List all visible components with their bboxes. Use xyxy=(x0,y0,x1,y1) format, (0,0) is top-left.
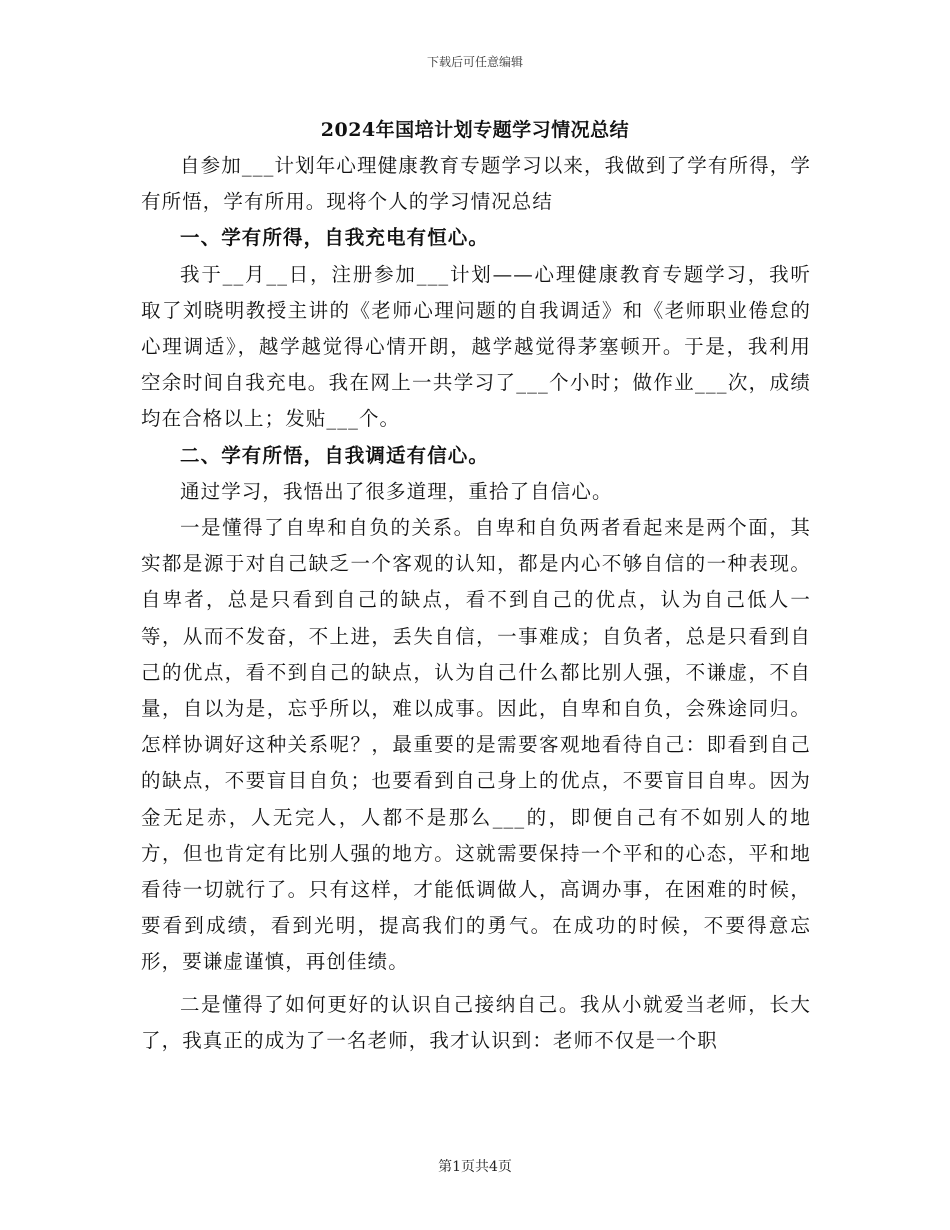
page-header-note: 下载后可任意编辑 xyxy=(426,55,523,69)
section-2-point-1-paragraph: 一是懂得了自卑和自负的关系。自卑和自负两者看起来是两个面，其实都是源于对自己缺乏一个客观的认知，都是内心不够自信的一种表现。自卑者，总是只看到自己的缺点，看不到自己的优点，认为自己低人一等，从而不发奋，不上进，丢失自信，一事难成；自负者，总是只看到自己的优点，看不到自己的缺点，认为自己什么都比别人强，不谦虚，不自量，自以为是，忘乎所以，难以成事。因此，自卑和自负，会殊途同归。怎样协调好这种关系呢？，最重要的是需要客观地看待自己：即看到自己的缺点，不要盲目自负；也要看到自己身上的优点，不要盲目自卑。因为金无足赤，人无完人，人都不是那么___的，即便自己有不如别人的地方，但也肯定有比别人强的地方。这就需要保持一个平和的心态，平和地看待一切就行了。只有这样，才能低调做人，高调办事，在困难的时候，要看到成绩，看到光明，提高我们的勇气。在成功的时候，不要得意忘形，要谦虚谨慎，再创佳绩。 xyxy=(141,516,811,974)
section-heading-2: 二、学有所悟，自我调适有信心。 xyxy=(180,443,490,467)
document-body xyxy=(141,148,811,1059)
document-title: 2024年国培计划专题学习情况总结 xyxy=(320,119,630,141)
section-heading-1: 一、学有所得，自我充电有恒心。 xyxy=(180,226,490,250)
section-2-point-2-paragraph: 二是懂得了如何更好的认识自己接纳自己。我从小就爱当老师，长大了，我真正的成为了一名老师，我才认识到：老师不仅是一个职 xyxy=(141,992,811,1052)
intro-paragraph: 自参加___计划年心理健康教育专题学习以来，我做到了学有所得，学有所悟，学有所用。现将个人的学习情况总结 xyxy=(141,154,811,214)
page-number-footer: 第1页共4页 xyxy=(438,1159,512,1175)
section-2-intro-paragraph: 通过学习，我悟出了很多道理，重拾了自信心。 xyxy=(180,479,613,503)
section-1-paragraph: 我于__月__日，注册参加___计划——心理健康教育专题学习，我听取了刘晓明教授主讲的《老师心理问题的自我调适》和《老师职业倦怠的心理调适》，越学越觉得心情开朗，越学越觉得茅塞顿开。于是，我利用空余时间自我充电。我在网上一共学习了___个小时；做作业___次，成绩均在合格以上；发贴___个。 xyxy=(141,262,811,431)
